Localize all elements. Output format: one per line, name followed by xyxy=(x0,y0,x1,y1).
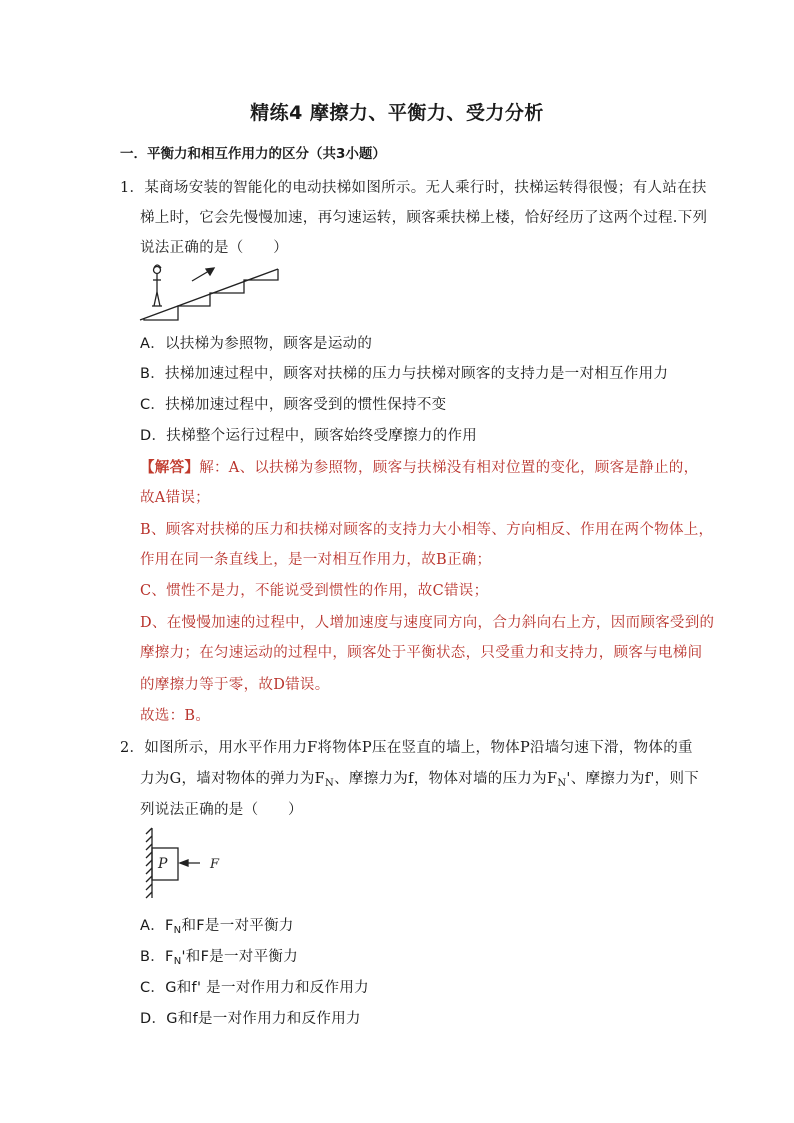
q1-answer-line-4: 作用在同一条直线上，是一对相互作用力，故B正确； xyxy=(140,552,492,568)
q1-option-c: C．扶梯加速过程中，顾客受到的惯性保持不变 xyxy=(140,397,447,413)
q2-option-b xyxy=(140,945,298,967)
q2-stem-part-a: 力为G，墙对物体的弹力为F xyxy=(140,771,326,787)
q2-option-b-suffix: '和F是一对平衡力 xyxy=(181,949,299,965)
page-title: 精练4 摩擦力、平衡力、受力分析 xyxy=(250,102,544,124)
q2-stem-line-2 xyxy=(140,767,699,789)
q1-answer-line-7: 摩擦力；在匀速运动的过程中，顾客处于平衡状态，只受重力和支持力，顾客与电梯间 xyxy=(140,645,703,661)
q2-stem-line-3: 列说法正确的是（ ） xyxy=(140,802,303,818)
q1-answer-line-2: 故A错误； xyxy=(140,490,210,506)
q2-option-a-suffix: 和F是一对平衡力 xyxy=(181,918,294,934)
q1-answer-line-6: D、在慢慢加速的过程中，人增加速度与速度同方向，合力斜向右上方，因而顾客受到的 xyxy=(140,615,715,631)
subscript-n: N xyxy=(173,925,182,936)
q2-stem-part-b: 、摩擦力为f，物体对墙的压力为F xyxy=(334,771,558,787)
q1-choice: 故选：B。 xyxy=(140,708,211,724)
q1-stem-line-3: 说法正确的是（ ） xyxy=(140,240,288,256)
q1-answer-text-1: 解：A、以扶梯为参照物，顾客与扶梯没有相对位置的变化，顾客是静止的， xyxy=(199,460,699,476)
q1-answer-line-3: B、顾客对扶梯的压力和扶梯对顾客的支持力大小相等、方向相反、作用在两个物体上， xyxy=(140,522,714,538)
block-label-p: P xyxy=(158,856,168,872)
subscript-n: N xyxy=(557,778,567,789)
q1-answer-line-5: C、惯性不是力，不能说受到惯性的作用，故C错误； xyxy=(140,583,489,599)
section-heading: 一．平衡力和相互作用力的区分（共3小题） xyxy=(120,146,386,162)
q2-option-a xyxy=(140,914,294,936)
q1-option-d: D．扶梯整个运行过程中，顾客始终受摩擦力的作用 xyxy=(140,428,478,444)
force-label-f: F xyxy=(210,857,220,872)
subscript-n: N xyxy=(325,778,335,789)
q1-stem-line-2: 梯上时，它会先慢慢加速，再匀速运转，顾客乘扶梯上楼，恰好经历了这两个过程.下列 xyxy=(140,210,708,226)
subscript-n: N xyxy=(173,956,182,967)
q2-option-d: D．G和f是一对作用力和反作用力 xyxy=(140,1011,361,1027)
q1-option-b: B．扶梯加速过程中，顾客对扶梯的压力与扶梯对顾客的支持力是一对相互作用力 xyxy=(140,366,669,382)
answer-tag: 【解答】 xyxy=(140,459,200,476)
q1-answer-line-8: 的摩擦力等于零，故D错误。 xyxy=(140,677,330,693)
q1-answer-line-1 xyxy=(140,456,698,477)
q1-stem-line-1: 1．某商场安装的智能化的电动扶梯如图所示。无人乘行时，扶梯运转得很慢；有人站在扶 xyxy=(120,180,707,196)
q1-option-a: A．以扶梯为参照物，顾客是运动的 xyxy=(140,336,373,352)
q2-stem-part-c: '、摩擦力为f'，则下 xyxy=(566,771,700,787)
wall-block-figure xyxy=(140,826,240,902)
q2-option-b-prefix: B．F xyxy=(140,949,174,965)
q2-option-c: C．G和f' 是一对作用力和反作用力 xyxy=(140,980,369,996)
q2-option-a-prefix: A．F xyxy=(140,918,174,934)
escalator-figure xyxy=(140,258,285,328)
q2-stem-line-1: 2．如图所示，用水平作用力F将物体P压在竖直的墙上，物体P沿墙匀速下滑，物体的重 xyxy=(120,740,693,756)
